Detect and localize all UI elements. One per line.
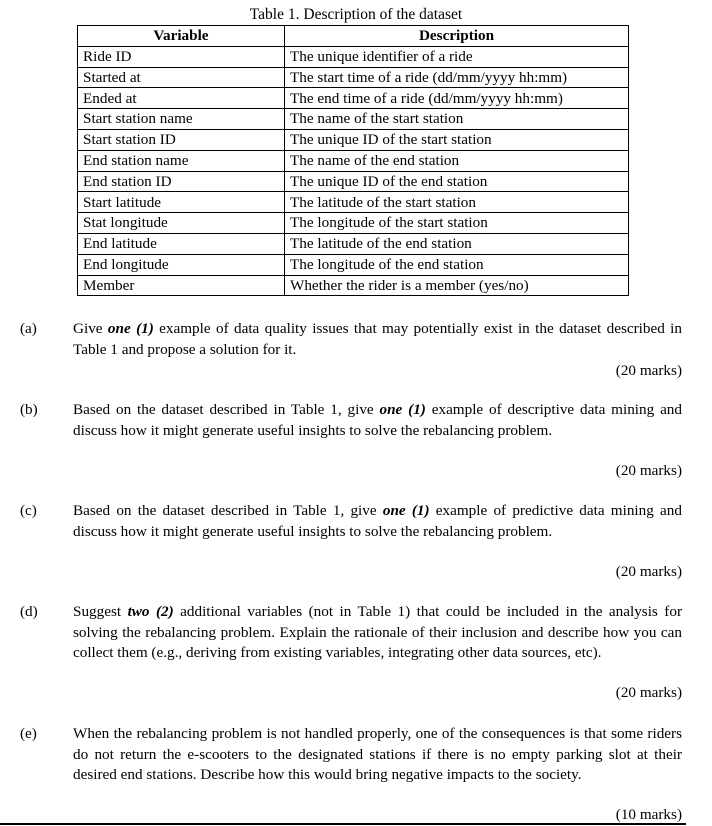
description-cell: The name of the start station [285, 109, 629, 130]
question-text: Based on the dataset described in Table 1, give one (1) example of predictive data mining and discuss how it might generate useful insights to solve the rebalancing problem. [73, 502, 682, 540]
table-row [78, 109, 629, 130]
table-row [78, 67, 629, 88]
dataset-description-table [77, 25, 629, 296]
table-row [78, 129, 629, 150]
question-label: (e) [20, 725, 37, 742]
question-marks: (20 marks) [615, 462, 682, 479]
variable-cell: Stat longitude [78, 213, 285, 234]
variable-cell: Started at [78, 67, 285, 88]
question-label: (c) [20, 502, 37, 519]
table-row [78, 213, 629, 234]
question-text: Based on the dataset described in Table 1, give one (1) example of descriptive data mining and discuss how it might generate useful insights to solve the rebalancing problem. [73, 401, 682, 439]
question-marks: (10 marks) [615, 806, 682, 823]
description-cell: The longitude of the start station [285, 213, 629, 234]
question-text: When the rebalancing problem is not handled properly, one of the consequences is that some riders do not return the e-scooters to the designated stations if there is no empty parking slot at their desired end stations. Describe how this would bring negative impacts to the society. [73, 725, 682, 783]
description-cell: The name of the end station [285, 150, 629, 171]
table-row [78, 254, 629, 275]
description-cell: The longitude of the end station [285, 254, 629, 275]
description-cell: The start time of a ride (dd/mm/yyyy hh:mm) [285, 67, 629, 88]
variable-cell: Ended at [78, 88, 285, 109]
variable-cell: End longitude [78, 254, 285, 275]
variable-cell: End station ID [78, 171, 285, 192]
description-cell: The unique ID of the start station [285, 129, 629, 150]
variable-cell: End latitude [78, 233, 285, 254]
table-row [78, 171, 629, 192]
page-bottom-rule [0, 823, 686, 825]
question-label: (a) [20, 320, 37, 337]
variable-cell: Ride ID [78, 46, 285, 67]
question-emphasis: one (1) [382, 502, 430, 519]
variable-cell: Start latitude [78, 192, 285, 213]
description-cell: The unique ID of the end station [285, 171, 629, 192]
question-emphasis: two (2) [127, 603, 174, 620]
question-text: Give one (1) example of data quality issues that may potentially exist in the dataset described in Table 1 and propose a solution for it. [73, 320, 682, 358]
question-text: Suggest two (2) additional variables (not in Table 1) that could be included in the analysis for solving the rebalancing problem. Explain the rationale of their inclusion and describe how you can collect them (e.g., deriving from existing variables, integrating other data sources, etc). [73, 603, 682, 661]
table-row [78, 46, 629, 67]
question-label: (d) [20, 603, 38, 620]
column-header-description: Description [285, 26, 629, 47]
question-label: (b) [20, 401, 38, 418]
description-cell: Whether the rider is a member (yes/no) [285, 275, 629, 296]
description-cell: The latitude of the end station [285, 233, 629, 254]
variable-cell: End station name [78, 150, 285, 171]
column-header-variable: Variable [78, 26, 285, 47]
question-emphasis: one (1) [379, 401, 426, 418]
table-row [78, 275, 629, 296]
table-row [78, 88, 629, 109]
description-cell: The unique identifier of a ride [285, 46, 629, 67]
table-header-row [78, 26, 629, 47]
variable-cell: Start station ID [78, 129, 285, 150]
table-row [78, 192, 629, 213]
question-marks: (20 marks) [615, 563, 682, 580]
description-cell: The latitude of the start station [285, 192, 629, 213]
variable-cell: Member [78, 275, 285, 296]
question-marks: (20 marks) [615, 684, 682, 701]
description-cell: The end time of a ride (dd/mm/yyyy hh:mm) [285, 88, 629, 109]
table-row [78, 233, 629, 254]
table-row [78, 150, 629, 171]
question-emphasis: one (1) [107, 320, 154, 337]
question-marks: (20 marks) [615, 362, 682, 379]
variable-cell: Start station name [78, 109, 285, 130]
table-caption: Table 1. Description of the dataset [249, 6, 463, 23]
